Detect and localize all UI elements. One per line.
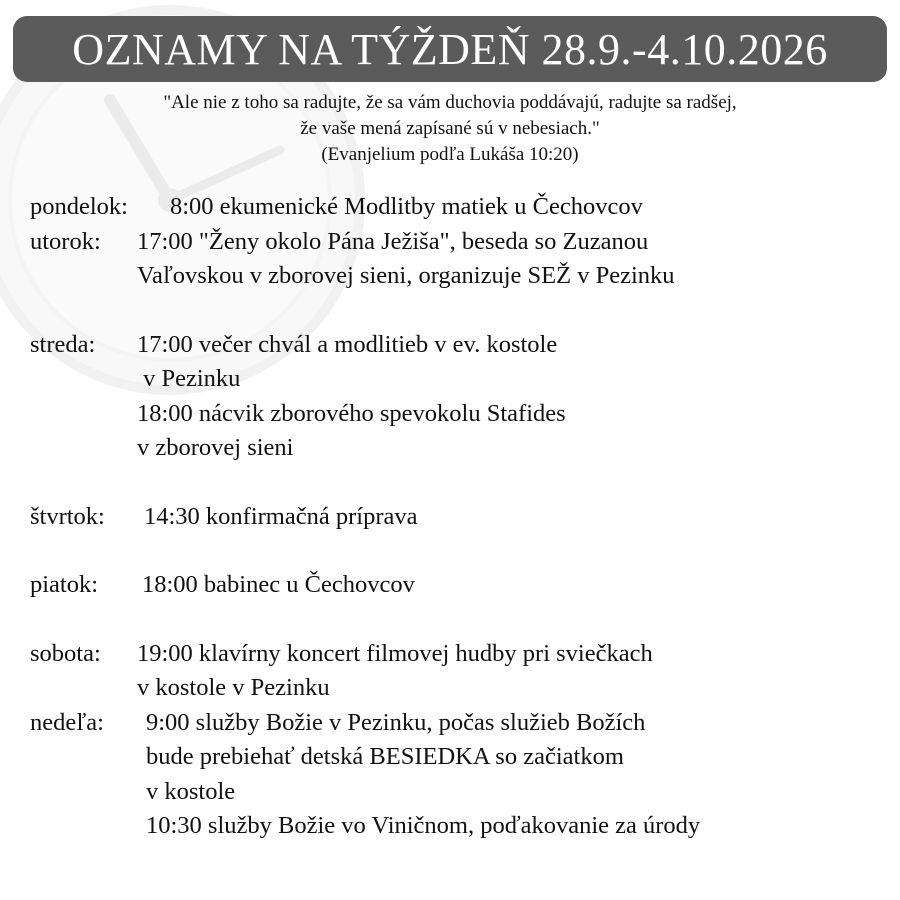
event-line: 8:00 ekumenické Modlitby matiek u Čechovcov bbox=[170, 193, 643, 220]
day-events-utorok bbox=[137, 225, 675, 294]
day-events-sobota bbox=[137, 637, 653, 706]
day-label-sobota: sobota: bbox=[30, 639, 101, 667]
quote-source: (Evanjelium podľa Lukáša 10:20) bbox=[321, 144, 579, 165]
schedule-row-sobota bbox=[30, 637, 890, 706]
day-label-nedela: nedeľa: bbox=[30, 708, 104, 736]
quote-line-2: že vaše mená zapísané sú v nebesiach." bbox=[300, 118, 600, 139]
schedule-row-nedela bbox=[30, 706, 890, 844]
event-line: v Pezinku bbox=[137, 365, 241, 392]
day-events-nedela bbox=[146, 706, 700, 844]
day-events-stvrtok bbox=[144, 500, 417, 535]
event-line: 9:00 služby Božie v Pezinku, počas služieb Božích bbox=[146, 708, 646, 736]
header-bar bbox=[13, 16, 887, 82]
schedule-row-utorok bbox=[30, 225, 890, 294]
schedule-row-piatok bbox=[30, 568, 890, 603]
event-line: 18:00 babinec u Čechovcov bbox=[142, 571, 415, 598]
bible-quote bbox=[0, 90, 900, 168]
day-events-pondelok bbox=[170, 190, 643, 225]
schedule-row-streda bbox=[30, 328, 890, 466]
day-label-piatok: piatok: bbox=[30, 571, 99, 598]
weekly-schedule bbox=[30, 190, 890, 844]
event-line: v kostole v Pezinku bbox=[137, 674, 330, 701]
page-title: OZNAMY NA TÝŽDEŇ 28.9.-4.10.2026 bbox=[72, 24, 828, 74]
event-line: 17:00 večer chvál a modlitieb v ev. kostole bbox=[137, 330, 558, 358]
day-events-streda bbox=[137, 328, 566, 466]
quote-line-1: "Ale nie z toho sa radujte, že sa vám duchovia poddávajú, radujte sa radšej, bbox=[163, 92, 737, 113]
event-line: 14:30 konfirmačná príprava bbox=[144, 502, 418, 530]
event-line: v zborovej sieni bbox=[137, 434, 294, 461]
day-label-pondelok: pondelok: bbox=[30, 193, 128, 220]
event-line: Vaľovskou v zborovej sieni, organizuje SEŽ v Pezinku bbox=[137, 262, 675, 289]
day-label-streda: streda: bbox=[30, 330, 96, 358]
event-line: 18:00 nácvik zborového spevokolu Stafides bbox=[137, 399, 566, 427]
day-label-stvrtok: štvrtok: bbox=[30, 502, 105, 530]
event-line: v kostole bbox=[146, 777, 236, 805]
event-line: bude prebiehať detská BESIEDKA so začiatkom bbox=[146, 743, 624, 770]
schedule-row-stvrtok bbox=[30, 500, 890, 535]
day-events-piatok bbox=[142, 568, 415, 603]
schedule-row-pondelok bbox=[30, 190, 890, 225]
event-line: 10:30 služby Božie vo Viničnom, poďakovanie za úrody bbox=[146, 812, 701, 839]
event-line: 17:00 "Ženy okolo Pána Ježiša", beseda so Zuzanou bbox=[137, 227, 649, 255]
event-line: 19:00 klavírny koncert filmovej hudby pri sviečkach bbox=[137, 639, 653, 667]
day-label-utorok: utorok: bbox=[30, 227, 101, 255]
